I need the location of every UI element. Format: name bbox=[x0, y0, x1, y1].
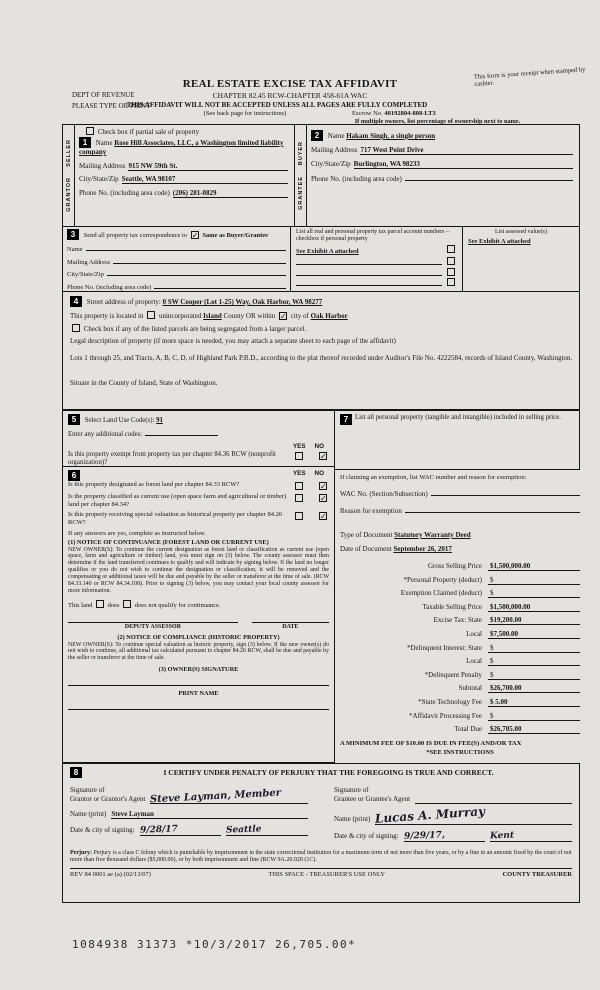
personal-property-row bbox=[340, 414, 574, 425]
grantee-side-label: GRANTEE bbox=[297, 175, 304, 210]
rev-number: REV 84 0001 ae (a) (02/13/07) bbox=[70, 870, 151, 878]
seller-phone-row bbox=[79, 189, 288, 198]
seller-name-row bbox=[79, 137, 288, 157]
assessed-exhibit-text: See Exhibit A attached bbox=[468, 237, 531, 245]
fee-row-technology-fee bbox=[340, 698, 580, 707]
grantor-signature-row bbox=[70, 786, 308, 804]
current-use-yes-checkbox[interactable] bbox=[295, 494, 303, 502]
parcel-number-field-4[interactable] bbox=[296, 279, 442, 286]
unincorporated-label: unincorporated bbox=[158, 312, 202, 320]
buyer-mailing-field[interactable]: 717 West Point Drive bbox=[360, 146, 573, 155]
situate-line: Situate in the County of Island, State of Washington. bbox=[70, 379, 218, 388]
date-label: DATE bbox=[282, 623, 299, 630]
name-print-label: Name (print) bbox=[334, 814, 371, 823]
fee-row-exemption bbox=[340, 589, 580, 598]
land-use-label: Select Land Use Code(s): bbox=[84, 417, 155, 424]
seller-csz-label: City/State/Zip bbox=[79, 175, 119, 184]
fee-row-processing-fee bbox=[340, 712, 580, 721]
forest-land-text: Is this property designated as forest land per chapter 84.33 RCW? bbox=[68, 481, 240, 488]
nonprofit-exempt-question bbox=[68, 451, 329, 467]
corr-mailing-label: Mailing Address bbox=[67, 258, 111, 266]
fee-row-gross bbox=[340, 562, 580, 571]
parcel-blank-row bbox=[296, 278, 457, 286]
parcel-number-field-3[interactable] bbox=[296, 269, 442, 276]
does-label: does bbox=[107, 601, 120, 609]
fee-label: Taxable Selling Price bbox=[422, 602, 482, 611]
qualify-label: qualify for continuance. bbox=[158, 601, 221, 609]
property-location-section bbox=[62, 292, 580, 410]
form-notice: THIS AFFIDAVIT WILL NOT BE ACCEPTED UNLESS ALL PAGES ARE FULLY COMPLETED bbox=[126, 101, 428, 109]
buyer-grantee-box bbox=[295, 124, 580, 227]
gross-selling-price-field[interactable]: $1,500,000.00 bbox=[488, 562, 580, 571]
signatures-area bbox=[70, 786, 572, 842]
minimum-fee-note: A MINIMUM FEE OF $10.00 IS DUE IN FEE(S) AND/OR TAX bbox=[340, 740, 522, 748]
grantor-side-label: GRANTOR bbox=[65, 176, 72, 212]
fee-label: Excise Tax: State bbox=[433, 616, 482, 625]
additional-codes-label: Enter any additional codes: bbox=[68, 431, 143, 438]
grantee-date-city-row bbox=[334, 831, 572, 842]
grantor-agent-label: Grantor or Grantor's Agent bbox=[70, 794, 146, 803]
complete-below-note: If any answers are yes, complete as instructed below. bbox=[68, 529, 206, 537]
yes-label: YES bbox=[292, 442, 306, 450]
fee-row-subtotal bbox=[340, 684, 580, 693]
legal-description-label: Legal description of property (if more space is needed, you may attach a separate sheet to each page of the affidavit) bbox=[70, 337, 396, 345]
land-designation-section bbox=[62, 467, 335, 763]
fee-row-delinquent-interest-state bbox=[340, 644, 580, 653]
personal-property-deduct-field[interactable]: $ bbox=[488, 576, 580, 585]
exemption-reason-label: Reason for exemption bbox=[340, 507, 402, 515]
buyer-csz-row bbox=[311, 160, 573, 169]
seller-grantor-sidebar bbox=[63, 125, 75, 226]
street-address-label: Street address of property: bbox=[86, 298, 161, 306]
fee-row-total-due bbox=[340, 725, 580, 734]
assessed-values-column bbox=[463, 227, 579, 291]
fee-label: Local bbox=[466, 629, 482, 638]
buyer-phone-field[interactable] bbox=[405, 173, 573, 181]
grantee-print-name-row bbox=[334, 803, 572, 826]
segregated-checkbox[interactable] bbox=[72, 324, 80, 332]
exemption-reason-field[interactable] bbox=[405, 505, 580, 513]
fee-label: Total Due bbox=[454, 725, 482, 734]
exemption-claimed-field[interactable]: $ bbox=[488, 589, 580, 598]
subtotal-field[interactable]: $26,700.00 bbox=[488, 684, 580, 693]
grantor-date-field[interactable] bbox=[140, 825, 222, 836]
seller-mailing-row bbox=[79, 162, 288, 171]
land-use-section bbox=[62, 410, 335, 467]
grantee-signature-label bbox=[334, 786, 410, 804]
escrow-label: Escrow No. bbox=[352, 110, 383, 117]
grantee-date-field[interactable] bbox=[404, 831, 486, 842]
compliance-notice-title: (2) NOTICE OF COMPLIANCE (HISTORIC PROPERTY) bbox=[117, 633, 280, 641]
same-as-buyer-checkbox[interactable]: ✓ bbox=[191, 231, 199, 240]
corr-mailing-row bbox=[67, 256, 286, 266]
seller-grantor-box bbox=[62, 124, 295, 227]
city-name-field[interactable]: Oak Harbor bbox=[310, 312, 348, 320]
this-land-label: This land bbox=[68, 601, 93, 609]
excise-tax-computation bbox=[340, 474, 580, 756]
deputy-assessor-signature-field[interactable] bbox=[68, 622, 238, 623]
buyer-grantee-sidebar bbox=[295, 125, 307, 226]
treasurer-space-label: THIS SPACE - TREASURER'S USE ONLY bbox=[268, 870, 386, 878]
deputy-assessor-label: DEPUTY ASSESSOR bbox=[124, 623, 182, 630]
name-print-label: Name (print) bbox=[70, 809, 107, 818]
buyer-csz-field[interactable]: Burlington, WA 98233 bbox=[354, 160, 573, 169]
correspondence-column bbox=[63, 227, 291, 291]
additional-codes-row bbox=[68, 428, 218, 438]
parcel-exhibit-row bbox=[296, 245, 457, 255]
grantor-date-handwriting: 9/28/17 bbox=[139, 823, 178, 836]
continuance-notice-title: (1) NOTICE OF CONTINUANCE (FOREST LAND OR CURRENT USE) bbox=[68, 538, 269, 546]
segregated-label: Check box if any of the listed parcels are being segregated from a larger parcel. bbox=[83, 325, 307, 333]
nonprofit-exempt-text: Is this property exempt from property tax per chapter 84.36 RCW (nonprofit organization)? bbox=[68, 450, 276, 466]
type-or-print-label: PLEASE TYPE OR PRINT bbox=[72, 101, 151, 110]
grantee-print-name-field[interactable] bbox=[374, 803, 572, 826]
fee-label: Local bbox=[466, 657, 482, 666]
delinquent-interest-local-field[interactable]: $ bbox=[488, 657, 580, 666]
fee-row-personal-property bbox=[340, 576, 580, 585]
parcel-personal-checkbox-4[interactable] bbox=[447, 278, 455, 286]
parcel-numbers-column bbox=[291, 227, 463, 291]
section-3-number: 3 bbox=[67, 229, 79, 240]
document-type-field[interactable]: Statutory Warranty Deed bbox=[394, 531, 471, 539]
grantor-print-name-row bbox=[70, 810, 308, 819]
receipt-note: This form is your receipt when stamped by cashier. bbox=[473, 66, 586, 88]
grantor-signature-field[interactable] bbox=[150, 787, 308, 805]
same-as-buyer-label: Same as Buyer/Grantee bbox=[202, 232, 269, 239]
buyer-name-label: Name bbox=[327, 132, 345, 140]
grantor-city-handwriting: Seattle bbox=[226, 823, 262, 836]
section-8-number: 8 bbox=[70, 767, 82, 778]
grantee-city-field[interactable] bbox=[490, 831, 572, 842]
grantee-signature-handwriting: Lucas A. Murray bbox=[374, 803, 486, 826]
certify-row bbox=[70, 767, 572, 778]
section-6-number: 6 bbox=[68, 470, 80, 481]
escrow-number-field[interactable]: 40192804-808-LT3 bbox=[384, 110, 436, 117]
corr-phone-field[interactable] bbox=[154, 281, 286, 289]
seller-phone-field[interactable]: (206) 281-0829 bbox=[173, 189, 288, 198]
forest-no-checkbox[interactable]: ✓ bbox=[320, 482, 327, 491]
affidavit-processing-fee-field[interactable]: $ bbox=[488, 712, 580, 721]
certify-statement: I CERTIFY UNDER PENALTY OF PERJURY THAT THE FOREGOING IS TRUE AND CORRECT. bbox=[163, 768, 494, 777]
no-label: NO bbox=[314, 442, 324, 450]
buyer-name-field[interactable]: Hakam Singh, a single person bbox=[346, 132, 436, 140]
buyer-mailing-row bbox=[311, 146, 573, 155]
fee-label: Gross Selling Price bbox=[427, 562, 482, 570]
county-or-within-label: County OR within bbox=[223, 312, 276, 320]
seller-mailing-field[interactable]: 915 NW 59th St. bbox=[128, 162, 288, 171]
cashier-stamp: 1084938 31373 *10/3/2017 26,705.00* bbox=[72, 938, 357, 951]
wac-number-row bbox=[340, 488, 580, 498]
personal-property-label: List all personal property (tangible and intangible) included in selling price. bbox=[355, 414, 561, 421]
owner-signature-field[interactable] bbox=[68, 685, 329, 686]
buyer-name-row bbox=[311, 130, 573, 141]
fee-label: *Delinquent Penalty bbox=[424, 670, 482, 679]
exempt-no-checkbox[interactable]: ✓ bbox=[320, 451, 327, 461]
forest-yes-checkbox[interactable] bbox=[295, 482, 303, 490]
fee-label: Subtotal bbox=[458, 684, 482, 693]
perjury-notice bbox=[70, 850, 572, 864]
city-of-label: city of bbox=[290, 312, 309, 320]
section-2-number: 2 bbox=[311, 130, 323, 141]
historic-property-text: Is this property receiving special valuation as historical property per chapter 84.26 RCW? bbox=[68, 511, 283, 526]
partial-sale-label: Check box if partial sale of property bbox=[97, 128, 200, 136]
seller-csz-row bbox=[79, 175, 288, 184]
send-correspondence-row bbox=[67, 229, 286, 240]
corr-csz-field[interactable] bbox=[107, 268, 286, 276]
grantor-signature-column bbox=[70, 786, 308, 842]
exemption-reason-row bbox=[340, 505, 580, 515]
document-date-label: Date of Document bbox=[340, 545, 392, 553]
section-1-number: 1 bbox=[79, 137, 91, 148]
seller-csz-field[interactable]: Seattle, WA 98107 bbox=[122, 175, 288, 184]
seller-phone-label: Phone No. (including area code) bbox=[79, 188, 170, 197]
grantor-signature-label bbox=[70, 786, 145, 804]
send-correspondence-label: Send all property tax correspondence to bbox=[83, 232, 188, 239]
buyer-side-label: BUYER bbox=[297, 141, 304, 166]
county-treasurer-label: COUNTY TREASURER bbox=[502, 870, 572, 878]
section-6-header bbox=[68, 470, 329, 481]
fee-row-excise-local bbox=[340, 630, 580, 639]
print-name-field[interactable] bbox=[68, 709, 329, 710]
county-name-field[interactable]: Island bbox=[203, 312, 222, 320]
exempt-yes-checkbox[interactable] bbox=[295, 452, 303, 460]
deputy-assessor-lines bbox=[68, 622, 329, 623]
deputy-date-field[interactable] bbox=[252, 622, 329, 623]
section-7-number: 7 bbox=[340, 414, 352, 425]
date-city-label: Date & city of signing: bbox=[334, 831, 399, 840]
buyer-mailing-label: Mailing Address bbox=[311, 146, 358, 154]
wac-number-field[interactable] bbox=[431, 488, 580, 496]
parcel-personal-checkbox-3[interactable] bbox=[447, 268, 455, 276]
delinquent-interest-state-field[interactable]: $ bbox=[488, 644, 580, 653]
continuance-notice-body: NEW OWNER(S): To continue the current designation as forest land or classification as current use (open space, farm and agriculture or timber) land, you must sign on (3) below. The county assessor must then determine if the land transferred continues to qualify and will indicate by signing below. If the land no longer qualifies or you do not wish to continue the designation or classification, it will be removed and the compensating or additional taxes will be due and payable by the seller or transferor at the time of sale. (RCW 84.33.140 or RCW 84.34.108). Prior to signing (3) below, you may contact your local county assessor for more information. bbox=[68, 546, 329, 594]
parcel-personal-checkbox-2[interactable] bbox=[447, 257, 455, 265]
corr-csz-row bbox=[67, 268, 286, 278]
segregated-row bbox=[70, 324, 572, 333]
corr-csz-label: City/State/Zip bbox=[67, 271, 104, 278]
fee-label: *Affidavit Processing Fee bbox=[409, 711, 482, 720]
form-chapter: CHAPTER 82.45 RCW-CHAPTER 458-61A WAC bbox=[212, 91, 368, 100]
parcel-number-field-2[interactable] bbox=[296, 258, 442, 265]
fee-table bbox=[340, 562, 580, 734]
parcel-blank-row bbox=[296, 257, 457, 265]
grantee-date-handwriting: 9/29/17, bbox=[403, 829, 445, 842]
current-use-text: Is the property classified as current use (open space farm and agricultural or timber) land per chapter 84.34? bbox=[68, 493, 287, 508]
document-date-field[interactable]: September 26, 2017 bbox=[393, 545, 452, 553]
excise-tax-state-field[interactable]: $19,200.00 bbox=[488, 616, 580, 625]
buyer-phone-row bbox=[311, 173, 573, 183]
grantor-city-field[interactable] bbox=[226, 825, 308, 836]
property-located-row bbox=[70, 311, 572, 320]
fee-row-excise-state bbox=[340, 616, 580, 625]
land-use-code-field[interactable]: 91 bbox=[156, 417, 163, 424]
grantee-signature-field[interactable] bbox=[415, 795, 572, 804]
date-city-label: Date & city of signing: bbox=[70, 825, 135, 834]
grantee-city-handwriting: Kent bbox=[490, 830, 515, 841]
historic-no-checkbox[interactable]: ✓ bbox=[320, 512, 327, 522]
no-label: NO bbox=[314, 470, 324, 477]
land-use-row bbox=[68, 414, 329, 425]
grantee-signature-column bbox=[334, 786, 572, 842]
escrow-row bbox=[352, 110, 436, 117]
continuance-qualify-row bbox=[68, 600, 329, 609]
tax-correspondence-section bbox=[62, 227, 580, 292]
parcel-personal-checkbox-1[interactable] bbox=[447, 245, 455, 253]
buyer-csz-label: City/State/Zip bbox=[311, 159, 351, 168]
current-use-question bbox=[68, 493, 329, 508]
grantee-signature-row bbox=[334, 786, 572, 804]
parcel-blank-row bbox=[296, 268, 457, 276]
document-type-label: Type of Document bbox=[340, 531, 393, 539]
street-address-row bbox=[70, 296, 572, 307]
signature-of-label: Signature of bbox=[70, 786, 105, 794]
buyer-phone-label: Phone No. (including area code) bbox=[311, 175, 402, 183]
see-instructions-note: *SEE INSTRUCTIONS bbox=[426, 749, 494, 757]
corr-name-row bbox=[67, 243, 286, 253]
parcel-numbers-header: List all real and personal property tax parcel account numbers – checkbox if personal property bbox=[296, 229, 449, 242]
document-date-row bbox=[340, 545, 580, 553]
wac-number-label: WAC No. (Section/Subsection) bbox=[340, 490, 428, 498]
yes-no-header bbox=[293, 470, 329, 477]
print-name-title: PRINT NAME bbox=[178, 690, 219, 698]
current-use-no-checkbox[interactable]: ✓ bbox=[320, 494, 327, 503]
certification-section bbox=[62, 763, 580, 903]
fee-row-delinquent-interest-local bbox=[340, 657, 580, 666]
perjury-lead: Perjury: bbox=[70, 849, 92, 856]
section-4-number: 4 bbox=[70, 296, 82, 307]
total-due-field[interactable]: $26,705.00 bbox=[488, 725, 580, 734]
document-type-row bbox=[340, 531, 580, 539]
parcel-exhibit-text: See Exhibit A attached bbox=[296, 247, 359, 255]
grantor-date-city-row bbox=[70, 825, 308, 836]
seller-name-label: Name bbox=[95, 139, 113, 147]
section-5-number: 5 bbox=[68, 414, 80, 425]
grantee-agent-label: Grantee or Grantee's Agent bbox=[334, 794, 411, 803]
city-checkbox[interactable]: ✓ bbox=[280, 312, 287, 321]
seller-side-label: SELLER bbox=[65, 139, 72, 167]
state-technology-fee-field[interactable]: $ 5.00 bbox=[488, 698, 580, 707]
delinquent-penalty-field[interactable]: $ bbox=[488, 671, 580, 680]
forest-land-question bbox=[68, 481, 329, 490]
exemption-claim-note: If claiming an exemption, list WAC number and reason for exemption: bbox=[340, 474, 527, 481]
perjury-text: Perjury is a class C felony which is punishable by imprisonment in the state correctional institution for a maximum term of not more than five years, or by a fine in an amount fixed by the court of not more than five thousand dollars ($5,000.00), or by both imprisonment and fine (RCW 9A.20.020 (1C). bbox=[70, 849, 572, 863]
deputy-assessor-labels bbox=[68, 624, 329, 630]
corr-name-field[interactable] bbox=[86, 243, 286, 251]
historic-yes-checkbox[interactable] bbox=[295, 512, 303, 520]
fee-label: *Personal Property (deduct) bbox=[403, 575, 482, 584]
grantor-signature-handwriting: Steve Layman, Member bbox=[150, 787, 282, 805]
fee-label: Exemption Claimed (deduct) bbox=[400, 589, 482, 598]
personal-property-box bbox=[335, 410, 580, 470]
fee-label: *Delinquent Interest: State bbox=[406, 643, 482, 652]
does-checkbox[interactable] bbox=[96, 600, 104, 608]
does-not-label: does not bbox=[134, 601, 157, 609]
owner-signature-title: (3) OWNER(S) SIGNATURE bbox=[158, 666, 239, 674]
dept-of-revenue-label: DEPT OF REVENUE bbox=[72, 91, 135, 99]
form-title: REAL ESTATE EXCISE TAX AFFIDAVIT bbox=[182, 78, 398, 90]
see-back-note: (See back page for instructions) bbox=[203, 110, 287, 117]
excise-tax-local-field[interactable]: $7,500.00 bbox=[488, 630, 580, 639]
compliance-notice-body: NEW OWNER(S): To continue special valuation as historic property, sign (3) below. If the new owner(s) do not wish to continue, all additional tax calculated pursuant to chapter 84.26 RCW, shall be due and payable by the seller or transferor at the time of sale. bbox=[68, 641, 329, 662]
fee-row-taxable bbox=[340, 603, 580, 612]
grantor-print-name-field[interactable]: Steve Layman bbox=[111, 810, 308, 819]
seller-name-field[interactable]: Rose Hill Associates, LLC, a Washington limited liability company bbox=[79, 139, 284, 156]
historic-property-question bbox=[68, 511, 329, 526]
corr-phone-row bbox=[67, 281, 286, 291]
yes-no-header bbox=[68, 443, 329, 450]
corr-mailing-field[interactable] bbox=[113, 256, 286, 264]
multiple-owners-note: If multiple owners, list percentage of ownership next to name. bbox=[354, 118, 521, 125]
fee-row-delinquent-penalty bbox=[340, 671, 580, 680]
corr-name-label: Name bbox=[67, 246, 83, 253]
additional-codes-field[interactable] bbox=[145, 428, 218, 436]
does-not-checkbox[interactable] bbox=[123, 600, 131, 608]
legal-description-text[interactable]: Lots 1 through 25, and Tracts, A, B, C, D, of Highland Park P.R.D., according to the plat thereof recorded under Auditor's File No. 4222584, records of Island County, Washington. bbox=[70, 354, 573, 362]
seller-mailing-label: Mailing Address bbox=[79, 161, 126, 170]
located-in-label: This property is located in bbox=[70, 312, 144, 320]
taxable-selling-price-field[interactable]: $1,500,000.00 bbox=[488, 603, 580, 612]
assessed-values-header: List assessed value(s) bbox=[495, 229, 547, 235]
fee-label: *State Technology Fee bbox=[418, 697, 482, 706]
street-address-field[interactable]: 0 SW Cooper (Lot 1-25) Way, Oak Harbor, WA 98277 bbox=[162, 298, 323, 306]
signature-of-label: Signature of bbox=[334, 786, 369, 794]
yes-label: YES bbox=[292, 470, 306, 477]
form-footer-row bbox=[70, 868, 572, 878]
unincorporated-checkbox[interactable] bbox=[147, 311, 155, 319]
corr-phone-label: Phone No. (including area code) bbox=[67, 283, 152, 291]
